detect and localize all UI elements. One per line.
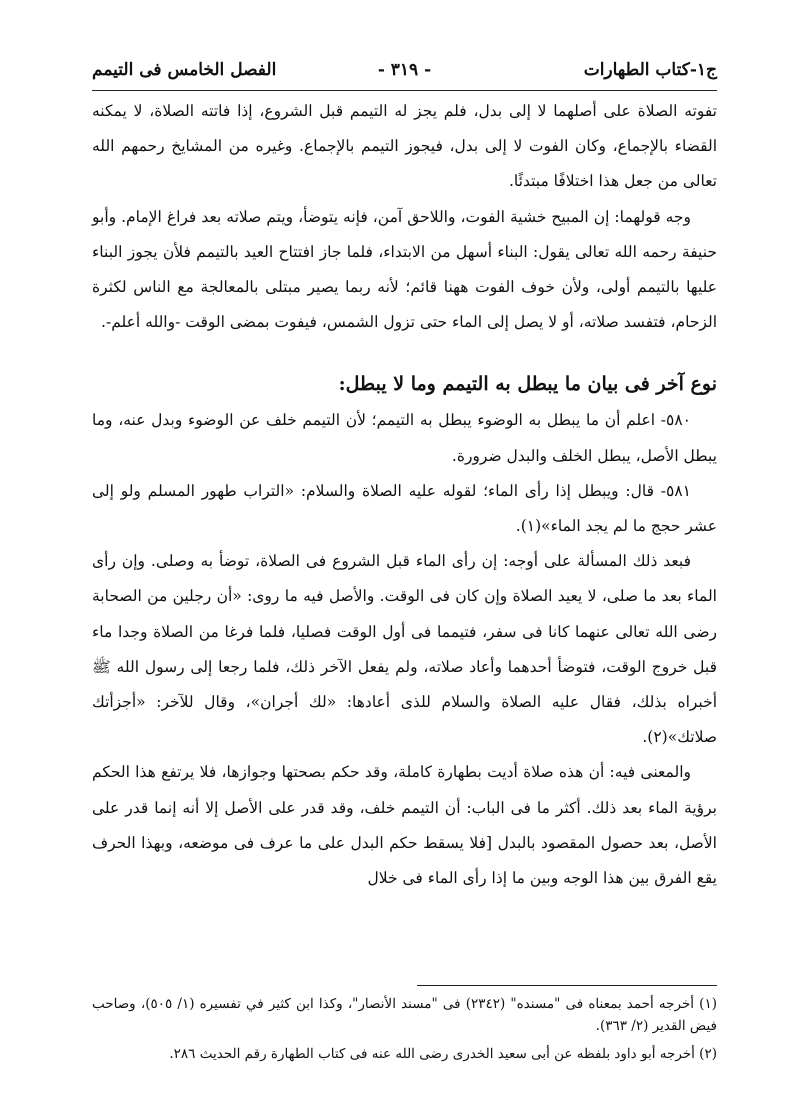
footnote: (٢) أخرجه أبو داود بلفظه عن أبى سعيد الخدرى رضى الله عنه فى كتاب الطهارة رقم الحديث ٢٨٦. bbox=[169, 1046, 717, 1062]
section-heading: نوع آخر فى بيان ما يبطل به التيمم وما لا يبطل: bbox=[338, 373, 717, 396]
paragraph: ٥٨٠- اعلم أن ما يبطل به الوضوء يبطل به التيمم؛ لأن التيمم خلف عن الوضوء وبدل عنه، وما يبطل الأصل، يبطل الخلف والبدل ضرورة. bbox=[92, 411, 717, 465]
header-chapter-title: الفصل الخامس فى التيمم bbox=[92, 60, 277, 80]
header-volume-book: ج١-كتاب الطهارات bbox=[583, 60, 717, 80]
paragraph: تفوته الصلاة على أصلهما لا إلى بدل، فلم يجز له التيمم قبل الشروع، إذا فاتته الصلاة، لا يمكنه القضاء بالإجماع، وكان الفوت لا إلى بدل، فيجوز التيمم بالإجماع. وغيره من المشايخ رحمهم الله تعالى من جعل هذا اختلافًا مبتدئًا. bbox=[92, 102, 717, 191]
header-divider bbox=[92, 90, 717, 91]
paragraph: ٥٨١- قال: ويبطل إذا رأى الماء؛ لقوله عليه الصلاة والسلام: «التراب طهور المسلم ولو إلى عشر حجج ما لم يجد الماء»(١). bbox=[92, 481, 717, 536]
footnote-divider bbox=[417, 985, 717, 986]
section-gap bbox=[92, 340, 717, 366]
paragraph: فبعد ذلك المسألة على أوجه: إن رأى الماء قبل الشروع فى الصلاة، توضأ به وصلى. وإن رأى الماء بعد ما صلى، لا يعيد الصلاة وإن كان فى الوقت. والأصل فيه ما روى: «أن رجلين من الصحابة رضى الله تعالى عنهما كانا فى سفر، فتيمما فى أول الوقت فصليا، فلما فرغا من الصلاة وجدا ماء قبل خروج الوقت، فتوضأ أحدهما وأعاد صلاته، ولم يفعل الآخر ذلك، فلما رجعا إلى رسول الله ﷺ أخبراه بذلك، فقال عليه الصلاة والسلام للذى أعادها: «لك أجران»، وقال للآخر: «أجزأتك صلاتك»(٢). bbox=[92, 552, 717, 747]
paragraph: وجه قولهما: إن المبيح خشية الفوت، واللاحق آمن، فإنه يتوضأ، ويتم صلاته بعد فراغ الإمام. وأبو حنيفة رحمه الله تعالى يقول: البناء أسهل من الابتداء، فلما جاز افتتاح العيد بالتيمم فلأن يجوز البناء عليها بالتيمم أولى، ولأن خوف الفوت ههنا قائم؛ لأنه ربما يصير مبتلى بالمعالجة مع الناس لكثرة الزحام، فتفسد صلاته، أو لا يصل إلى الماء حتى تزول الشمس، فيفوت بمضى الوقت -والله أعلم-. bbox=[92, 207, 717, 332]
footnote: (١) أخرجه أحمد بمعناه فى "مسنده" (٢٣٤٢) فى "مسند الأنصار"، وكذا ابن كثير في تفسيره (١/ ٥٠٥)، وصاحب فيض القدير (٢/ ٣٦٣). bbox=[92, 996, 717, 1034]
footnotes bbox=[92, 993, 717, 1071]
paragraph: والمعنى فيه: أن هذه صلاة أديت بطهارة كاملة، وقد حكم بصحتها وجوازها، فلا يرتفع هذا الحكم برؤية الماء بعد ذلك. أكثر ما فى الباب: أن التيمم خلف، وقد قدر على الأصل إلا أنه إنما قدر على الأصل، بعد حصول المقصود بالبدل [فلا يسقط حكم البدل على ما عرف فى موضعه، وبهذا الحرف يقع الفرق بين هذا الوجه وبين ما إذا رأى الماء فى خلال bbox=[92, 763, 717, 888]
running-header bbox=[92, 60, 717, 88]
page-number: - ٣١٩ - bbox=[377, 60, 432, 80]
main-text bbox=[92, 94, 717, 896]
